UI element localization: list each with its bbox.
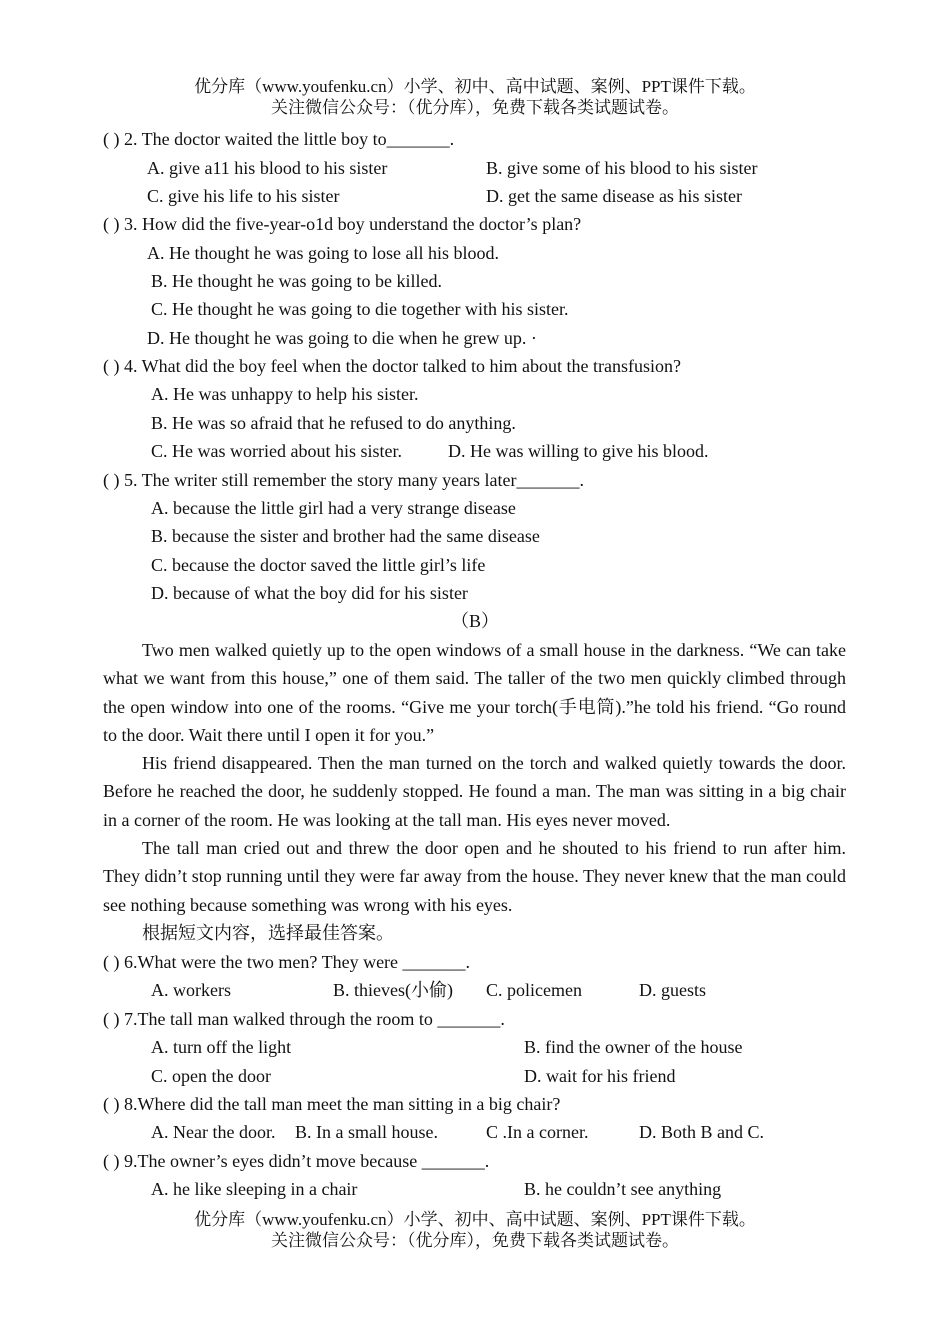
question-8-stem: ( ) 8.Where did the tall man meet the man sitting in a big chair? (103, 1094, 561, 1114)
header-line-2: 关注微信公众号：（优分库），免费下载各类试题试卷。 (271, 98, 679, 117)
question-6-stem: ( ) 6.What were the two men? They were _______. (103, 952, 471, 972)
question-5-option-a: A. because the little girl had a very strange disease (151, 498, 516, 518)
question-3-option-c: C. He thought he was going to die together with his sister. (151, 299, 569, 319)
question-4-option-a: A. He was unhappy to help his sister. (151, 384, 419, 404)
question-4-option-d: D. He was willing to give his blood. (448, 441, 709, 461)
question-2-option-d: D. get the same disease as his sister (486, 186, 742, 206)
question-7-option-d: D. wait for his friend (524, 1066, 676, 1086)
question-6-option-c: C. policemen (486, 980, 582, 1000)
question-7-option-b: B. find the owner of the house (524, 1037, 743, 1057)
question-9-stem: ( ) 9.The owner’s eyes didn’t move because _______. (103, 1151, 490, 1171)
question-3-option-b: B. He thought he was going to be killed. (151, 271, 442, 291)
question-6-option-b: B. thieves(小偷) (333, 980, 453, 1000)
question-3-option-d: D. He thought he was going to die when he grew up. · (147, 328, 537, 348)
question-7-stem: ( ) 7.The tall man walked through the room to _______. (103, 1009, 505, 1029)
question-5-option-d: D. because of what the boy did for his sister (151, 583, 468, 603)
question-4-stem: ( ) 4. What did the boy feel when the doctor talked to him about the transfusion? (103, 356, 682, 376)
question-8-option-c: C .In a corner. (486, 1122, 589, 1142)
instruction-text: 根据短文内容，选择最佳答案。 (142, 923, 394, 943)
question-8-option-b: B. In a small house. (295, 1122, 438, 1142)
footer-line-2: 关注微信公众号：（优分库），免费下载各类试题试卷。 (271, 1231, 679, 1250)
question-9-option-b: B. he couldn’t see anything (524, 1179, 722, 1199)
question-6-option-d: D. guests (639, 980, 706, 1000)
question-9-option-a: A. he like sleeping in a chair (151, 1179, 358, 1199)
question-2-option-b: B. give some of his blood to his sister (486, 158, 758, 178)
question-2-option-c: C. give his life to his sister (147, 186, 340, 206)
question-6-option-a: A. workers (151, 980, 231, 1000)
question-3-option-a: A. He thought he was going to lose all his blood. (147, 243, 499, 263)
question-5-option-c: C. because the doctor saved the little girl’s life (151, 555, 486, 575)
question-7-option-a: A. turn off the light (151, 1037, 292, 1057)
question-4-option-c: C. He was worried about his sister. (151, 441, 402, 461)
header-line-1: 优分库（www.youfenku.cn）小学、初中、高中试题、案例、PPT课件下载。 (194, 77, 756, 96)
question-5-option-b: B. because the sister and brother had the same disease (151, 526, 540, 546)
question-7-option-c: C. open the door (151, 1066, 271, 1086)
passage-paragraph-2: His friend disappeared. Then the man turned on the torch and walked quietly towards the door. Before he reached the door, he suddenly stopped. He found a man. The man was sitting in a big chair in a corner of the room. He was looking at the tall man. His eyes never moved. (103, 753, 846, 830)
question-8-option-d: D. Both B and C. (639, 1122, 765, 1142)
question-4-option-b: B. He was so afraid that he refused to do anything. (151, 413, 516, 433)
passage-paragraph-1: Two men walked quietly up to the open windows of a small house in the darkness. “We can take what we want from this house,” one of them said. The taller of the two men quickly climbed through the open window into one of the rooms. “Give me your torch(手电筒).”he told his friend. “Go round to the door. Wait there until I open it for you.” (103, 640, 846, 745)
question-3-stem: ( ) 3. How did the five-year-o1d boy understand the doctor’s plan? (103, 214, 582, 234)
footer-line-1: 优分库（www.youfenku.cn）小学、初中、高中试题、案例、PPT课件下载。 (194, 1210, 756, 1229)
question-5-stem: ( ) 5. The writer still remember the story many years later_______. (103, 470, 585, 490)
section-b-title: （B） (450, 611, 499, 631)
passage-paragraph-3: The tall man cried out and threw the door open and he shouted to his friend to run after him. They didn’t stop running until they were far away from the house. They never knew that the man could see nothing because something was wrong with his eyes. (103, 838, 846, 915)
question-2-stem: ( ) 2. The doctor waited the little boy to_______. (103, 129, 455, 149)
question-2-option-a: A. give a11 his blood to his sister (147, 158, 388, 178)
question-8-option-a: A. Near the door. (151, 1122, 276, 1142)
